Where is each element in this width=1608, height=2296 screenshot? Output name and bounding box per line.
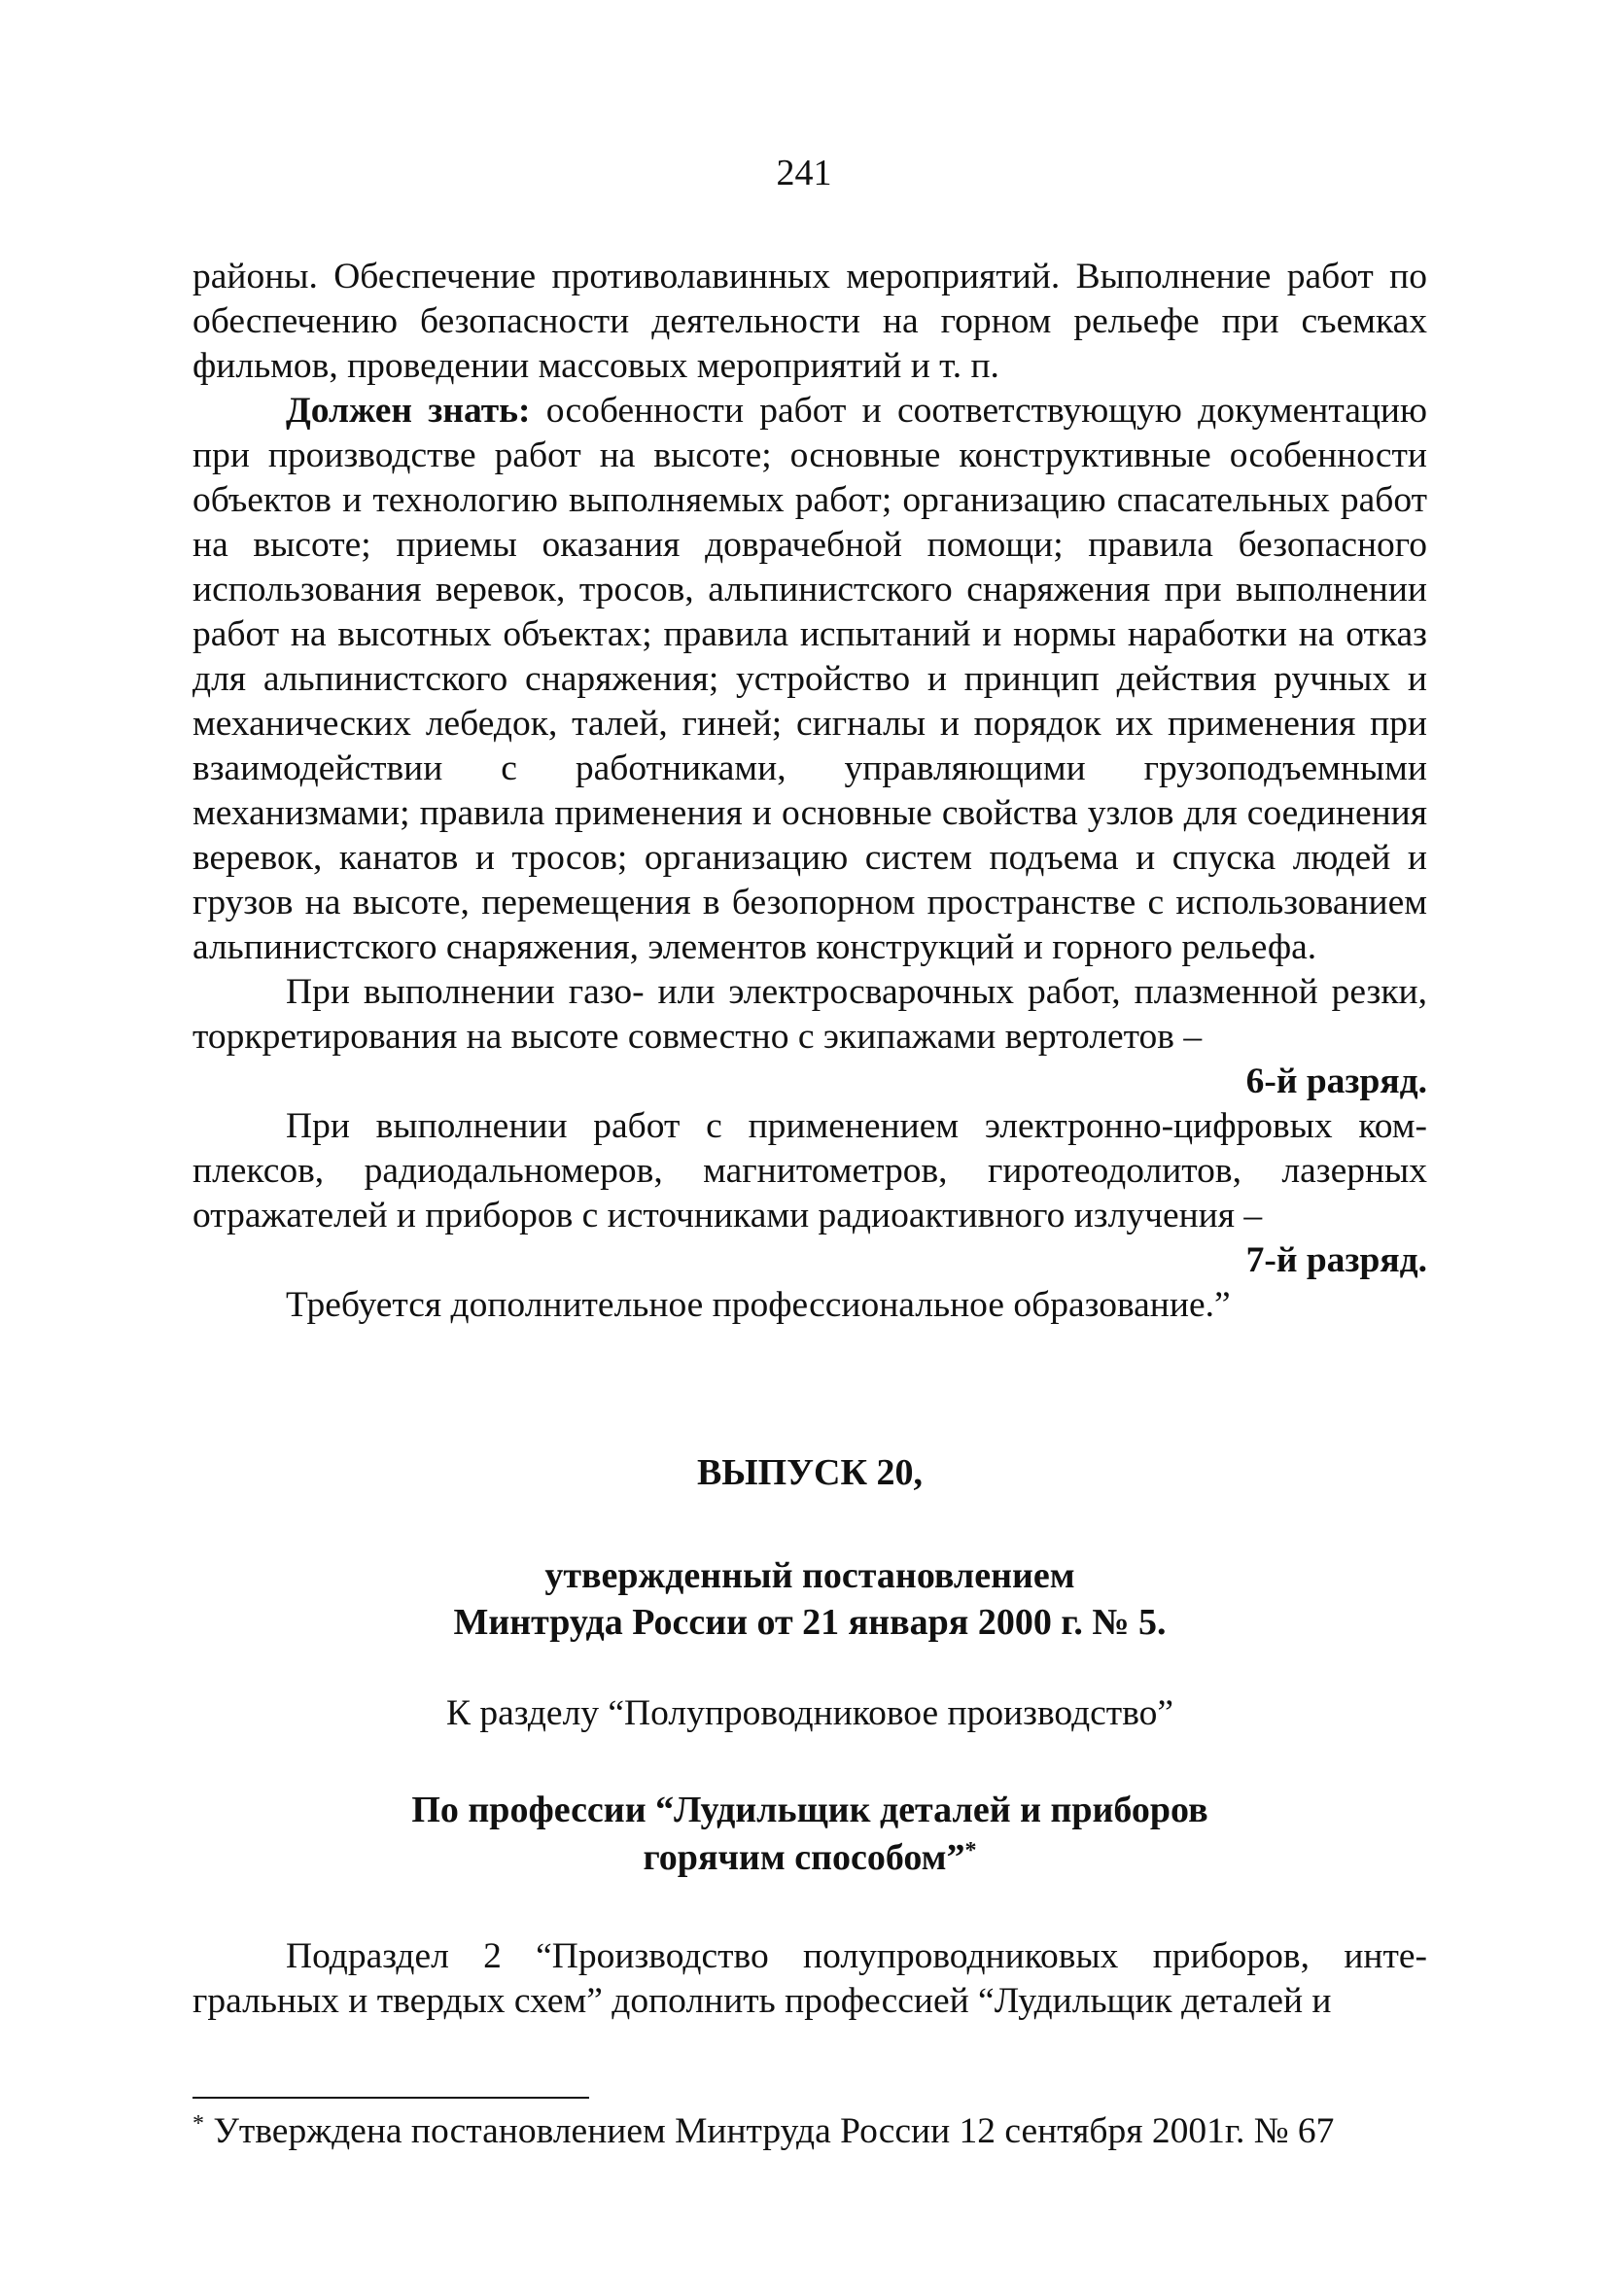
must-know-text: особенности работ и соответствующую документацию при производстве работ на высоте; основные конструктивные особенности объектов и технологию выполняемых работ; организацию спасательных работ на высоте; приемы оказания доврачебной помощи; правила безопасного использования веревок, тросов, альпинистского снаряжения при выполнении работ на высотных объектах; правила испытаний и нормы наработки на отказ для альпинистского снаряжения; устройство и принцип действия ручных и механических лебедок, талей, гиней; сигналы и порядок их применения при взаимодействии с работниками, управляющими грузоподъемными механизмами; правила применения и основные свойства узлов для соединения веревок, канатов и тросов; организацию систем подъема и спуска людей и грузов на высоте, перемещения в безопорном пространстве с использованием альпинистского снаряжения, элементов конструкций и горного рельефа. (192, 391, 1427, 967)
profession-line-2 (192, 1834, 1427, 1882)
paragraph-welding: При выполнении газо- или электросварочных работ, плазменной резки, торкретирования на высоте совместно с экипажами вертолетов – (192, 972, 1427, 1057)
subsection-paragraph (192, 1934, 1427, 2024)
approval-line-1: утвержденный постановлением (544, 1555, 1075, 1596)
paragraph-continuation: районы. Обеспечение противолавинных мероприятий. Выполнение работ по обеспечению безопасности деятельности на горном рельефе при съемках фильмов, проведении массовых мероприятий и т. п. (192, 257, 1427, 386)
footnote-mark: * (192, 2111, 204, 2137)
grade-6: 6-й разряд. (1245, 1061, 1427, 1101)
approval-heading (192, 1552, 1427, 1646)
paragraph-electronic: При выполнении работ с применением электронно-цифровых комплексов, радиодальномеров, магнитометров, гиротеодолитов, лазерных отражателей и приборов с источниками радиоактивного излучения – (192, 1106, 1427, 1235)
issue-heading: ВЫПУСК 20, (696, 1452, 924, 1493)
page-number: 241 (776, 153, 832, 193)
footnote (192, 2109, 1447, 2154)
approval-line-2: Минтруда России от 21 января 2000 г. № 5. (453, 1602, 1167, 1643)
profession-line-2-text: горячим способом” (643, 1837, 965, 1878)
grade-7: 7-й разряд. (1245, 1240, 1427, 1280)
subsection-text: Подраздел 2 “Производство полупроводниковых приборов, интегральных и твердых схем” дополнить профессией “Лудильщик деталей и (192, 1936, 1427, 2021)
footnote-text: Утверждена постановлением Минтруда России 12 сентября 2001г. № 67 (204, 2111, 1335, 2151)
profession-heading (192, 1787, 1427, 1882)
main-text (192, 255, 1427, 1328)
footnote-divider (192, 2097, 589, 2099)
must-know-label: Должен знать: (286, 391, 531, 431)
footnote-reference: * (964, 1838, 977, 1863)
section-heading: К разделу “Полупроводниковое производство” (445, 1693, 1174, 1733)
paragraph-must-know (192, 389, 1427, 970)
profession-line-1: По профессии “Лудильщик деталей и приборов (411, 1790, 1208, 1830)
paragraph-education: Требуется дополнительное профессиональное образование.” (286, 1285, 1231, 1325)
